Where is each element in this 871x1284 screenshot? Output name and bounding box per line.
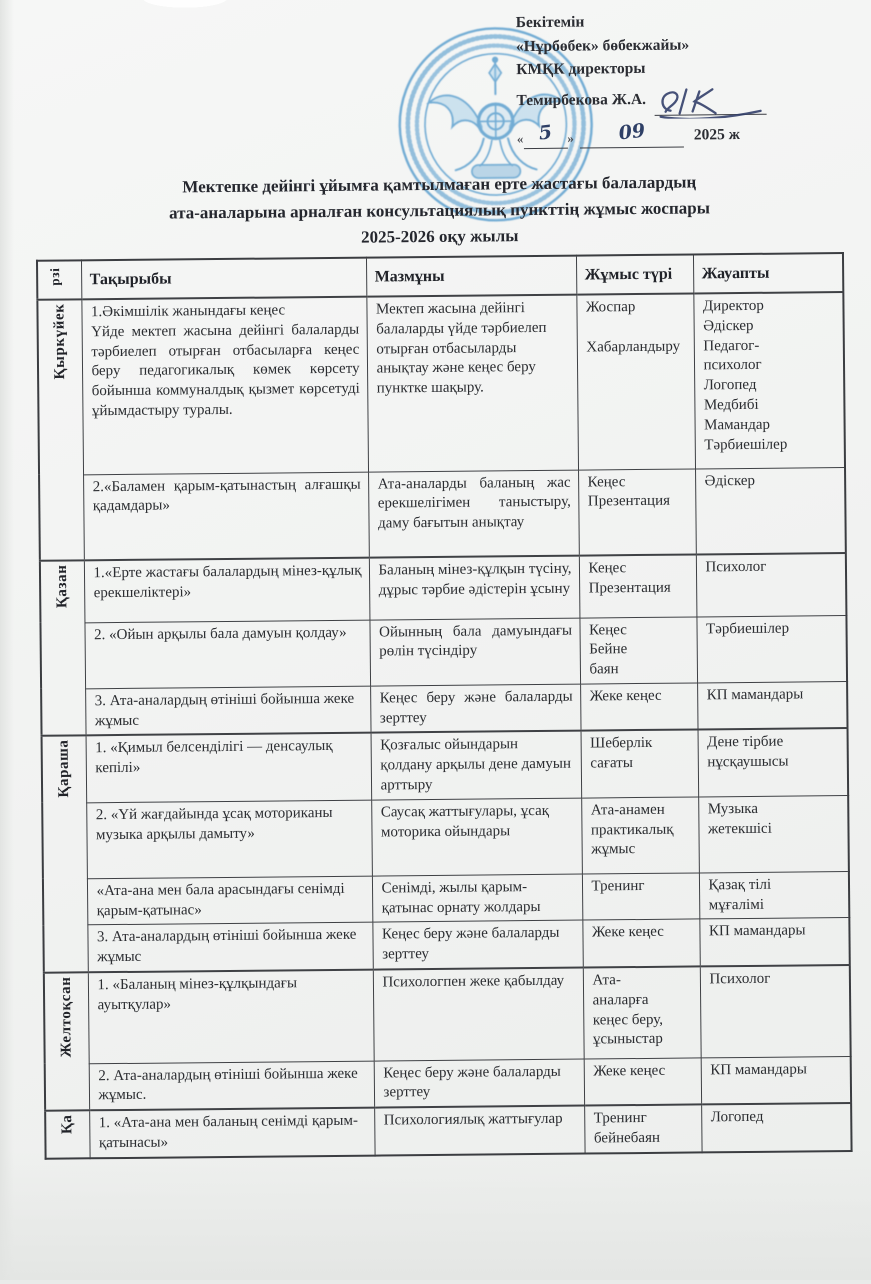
cell-responsible: Тәрбиешілер [696, 615, 847, 683]
cell-topic: 1.«Ерте жастағы балалардың мінез-құлық ерекшеліктері» [84, 558, 370, 623]
table-row [42, 728, 849, 803]
organization-type: КМҚК директоры [516, 55, 846, 82]
header-content: Мазмұны [366, 256, 576, 297]
cell-topic: 2. «Ойын арқылы бала дамуын қолдау» [84, 620, 370, 689]
cell-responsible: Әдіскер [695, 467, 846, 554]
table-row [37, 292, 845, 475]
table-row [45, 1056, 851, 1111]
cell-work-type: Кеңес Презентация [578, 468, 696, 555]
work-plan-table [36, 252, 853, 1159]
handwritten-month: 09 [617, 116, 647, 148]
cell-responsible: Директор Әдіскер Педагог- психолог Логопед Медбибі Мамандар Тәрбиешілер [693, 292, 845, 468]
cell-topic: 2. «Үй жағдайында ұсақ моториканы музыка арқылы дамыту» [86, 800, 372, 879]
cell-topic: 1.Әкімшілік жанындағы кеңес Үйде мектеп жасына дейінгі балаларды тәрбиелеп отырған отбасыларға кеңес беру педагогикалық көмек көрсету бойынша коммуналдық қызмет көрсетуді ұйымдастыру туралы. [81, 297, 368, 475]
table-row [43, 871, 849, 925]
quote-close: » [567, 128, 574, 148]
title-line-3: 2025-2026 оқу жылы [70, 220, 810, 253]
cell-content: Ата-аналарды баланың жас ерекшелігімен таныстыру, даму бағытын анықтау [368, 470, 579, 558]
cell-work-type: Тренинг [582, 873, 699, 921]
cell-content: Кеңес беру және балаларды зерттеу [370, 684, 580, 733]
cell-content: Баланың мінез-құлқын түсіну, дұрыс тәрбие әдістерін ұсыну [369, 556, 580, 620]
approval-date [517, 116, 847, 149]
cell-work-type: Кеңес Бейне баян [579, 616, 697, 684]
cell-content: Кеңес беру және балаларды зерттеу [374, 1059, 584, 1108]
handwritten-signature [654, 83, 766, 118]
cell-topic: «Ата-ана мен бала арасындағы сенімді қарым-қатынас» [87, 876, 372, 925]
approval-year: 2025 ж [694, 123, 740, 147]
table-row [40, 615, 847, 689]
cell-responsible: Дене тірбие нұсқаушысы [698, 728, 849, 796]
header-period: рзі [37, 260, 81, 299]
organization-name: «Нұрбөбек» бөбекжайы» [516, 32, 846, 59]
cell-work-type: Жеке кеңес [582, 919, 699, 967]
title-line-2: ата-аналарына арналған консультациялық пункттің жұмыс жоспары [69, 194, 809, 227]
signature-line [654, 83, 766, 115]
header-topic: Тақырыбы [81, 258, 366, 300]
table-row [44, 965, 851, 1064]
cell-topic: 2.«Баламен қарым-қатынастың алғашқы қадамдары» [83, 472, 369, 561]
table-row [39, 467, 846, 561]
cell-work-type: Ата- аналарға кеңес беру, ұсыныстар [583, 967, 701, 1059]
table-row [43, 918, 849, 973]
table-row [42, 795, 849, 879]
cell-topic: 3. Ата-аналардың өтініші бойынша жеке жұмыс [87, 923, 372, 973]
month-cell-december: Желтоқсан [44, 972, 89, 1111]
cell-work-type: Ата-анамен практикалық жұмыс [581, 797, 699, 874]
cell-topic: 1. «Ата-ана мен баланың сенімді қарым-қатынасы» [89, 1108, 374, 1158]
quote-open: « [517, 129, 524, 149]
cell-work-type: Жеке кеңес [584, 1058, 701, 1106]
header-work-type: Жұмыс түрі [576, 254, 693, 294]
cell-topic: 2. Ата-аналардың өтініші бойынша жеке жұмыс. [89, 1061, 374, 1111]
cell-work-type: Жоспар Хабарландыру [576, 293, 695, 469]
table-row [41, 681, 847, 736]
cell-responsible: Қазақ тілі мұғалімі [699, 871, 849, 919]
cell-work-type: Шеберлік сағаты [581, 730, 699, 798]
director-name: Темирбекова Ж.А. [516, 88, 646, 113]
cell-responsible: Психолог [700, 965, 851, 1057]
cell-topic: 3. Ата-аналардың өтініші бойынша жеке жұмыс [85, 686, 370, 736]
cell-responsible: Музыка жетекшісі [698, 795, 849, 872]
cell-topic: 1. «Баланың мінез-құлқындағы ауытқулар» [88, 970, 374, 1064]
title-line-1: Мектепке дейінгі ұйымға қамтылмаған ерте жастағы балалардың [69, 168, 809, 201]
cell-responsible: КП мамандары [699, 918, 849, 967]
cell-work-type: Кеңес Презентация [579, 554, 697, 617]
cell-content: Қозғалыс ойындарын қолдану арқылы дене дамуын арттыру [371, 731, 582, 800]
cell-content: Кеңес беру және балаларды зерттеу [372, 921, 582, 970]
header-responsible: Жауапты [693, 253, 843, 293]
cell-responsible: Логопед [701, 1103, 851, 1152]
cell-topic: 1. «Қимыл белсенділігі — денсаулық кепілі» [86, 733, 372, 803]
cell-content: Мектеп жасына дейінгі балаларды үйде тәрбиелеп отырған отбасыларды анықтау және кеңес беру пунктке шақыру. [366, 295, 578, 472]
cell-content: Ойынның бала дамуындағы рөлін түсіндіру [369, 618, 580, 686]
cell-content: Психологпен жеке қабылдау [373, 968, 584, 1061]
table-row [40, 553, 847, 623]
cell-work-type: Тренинг бейнебаян [584, 1105, 701, 1154]
approval-word: Бекітемін [516, 8, 846, 35]
month-cell-january-partial: Қа [45, 1110, 89, 1158]
month-cell-november: Қараша [42, 736, 88, 973]
cell-responsible: КП мамандары [697, 681, 847, 730]
cell-responsible: КП мамандары [701, 1056, 851, 1105]
table-row [45, 1103, 851, 1158]
month-cell-september: Қыркүйек [37, 299, 84, 560]
cell-work-type: Жеке кеңес [580, 683, 697, 731]
cell-content: Саусақ жаттығулары, ұсақ моторика ойындары [371, 798, 582, 876]
cell-content: Психологиялық жаттығулар [374, 1106, 584, 1156]
month-cell-october: Қазан [40, 560, 86, 736]
document-title [69, 168, 810, 253]
cell-responsible: Психолог [696, 553, 847, 616]
handwritten-day: 5 [537, 118, 553, 148]
cell-content: Сенімді, жылы қарым-қатынас орнату жолдары [372, 874, 582, 923]
approval-block [516, 8, 847, 149]
